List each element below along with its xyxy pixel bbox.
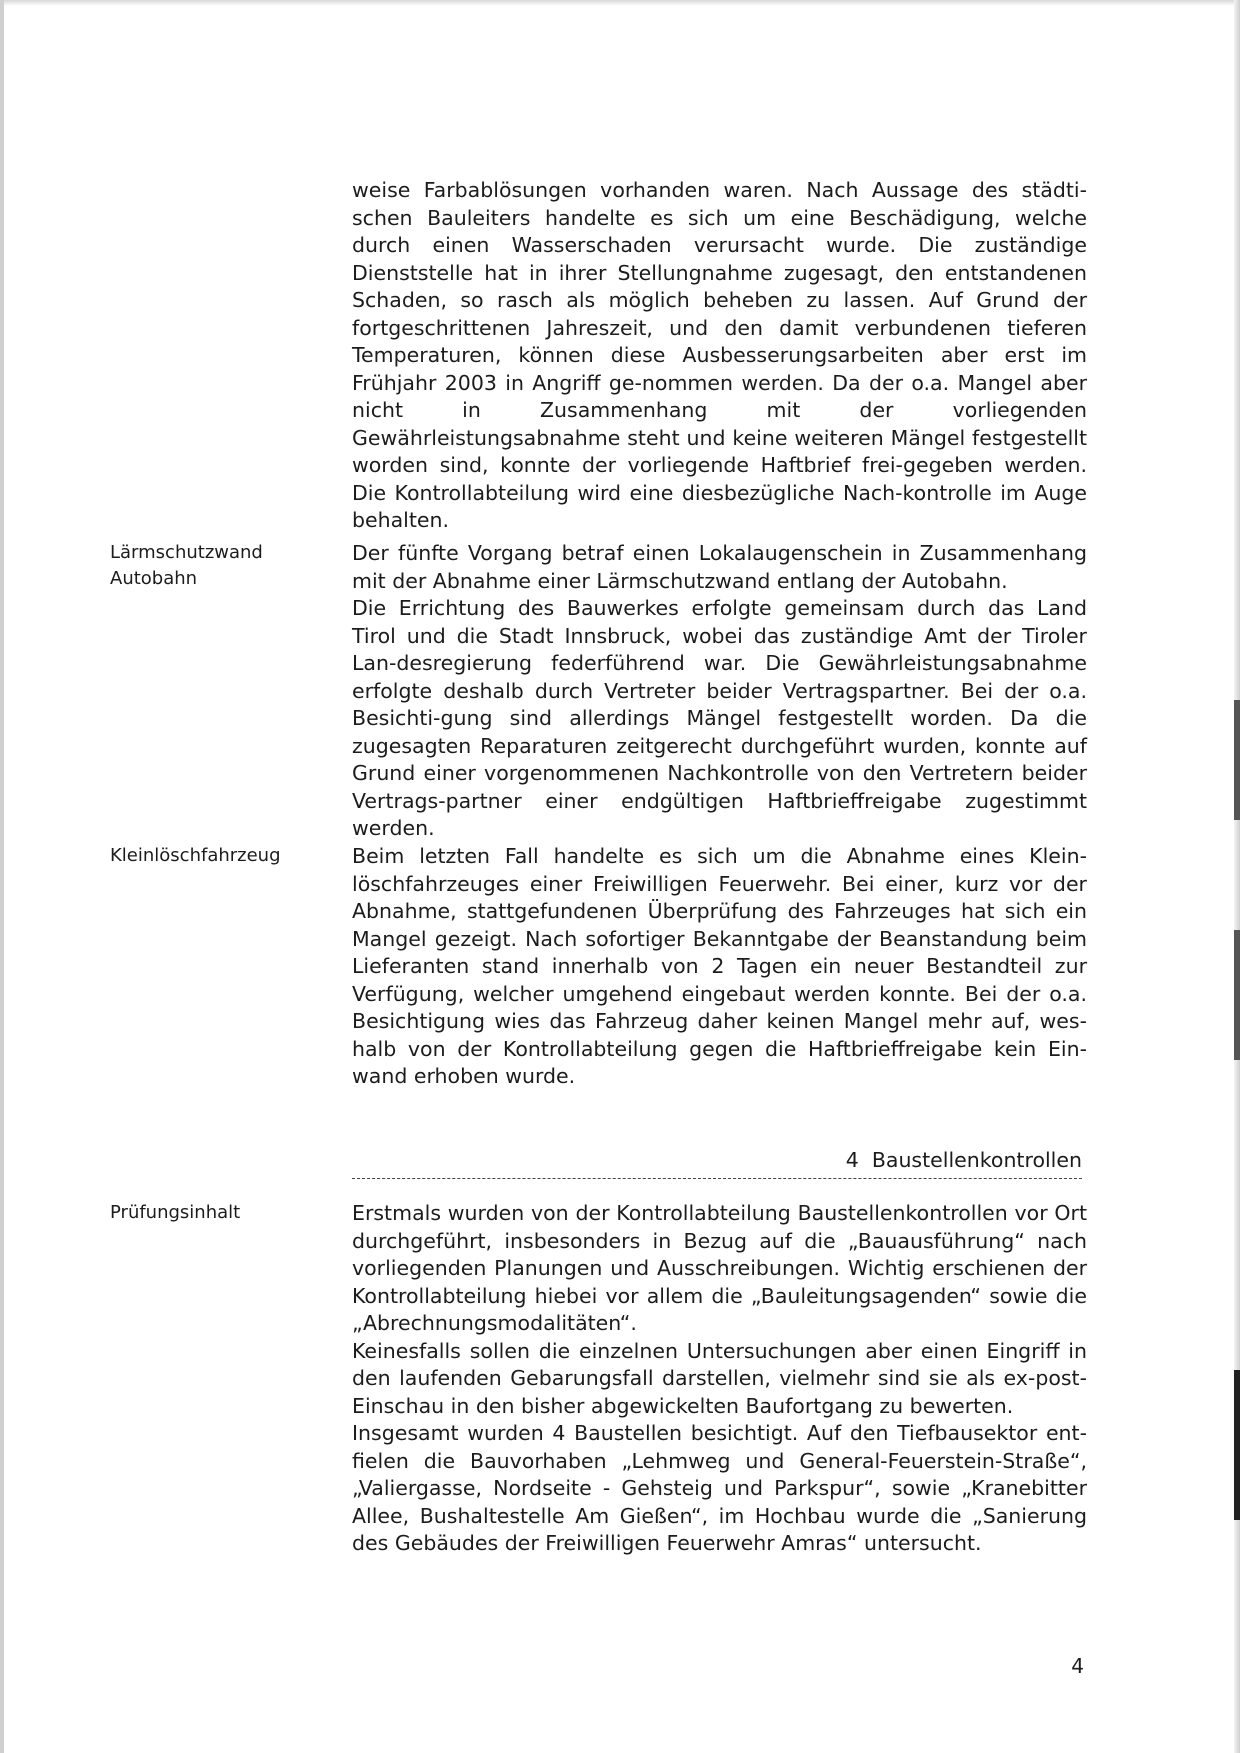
paragraph-laermschutzwand: [352, 540, 1087, 843]
section-title: Baustellenkontrollen: [871, 1148, 1082, 1172]
paragraph-pruefungsinhalt: [352, 1200, 1087, 1558]
paragraph-text: Der fünfte Vorgang betraf einen Lokalaugenschein in Zusammenhang mit der Abnahme einer Lärmschutzwand entlang der Autobahn.: [352, 541, 1087, 593]
margin-label-laermschutzwand: [110, 540, 330, 592]
paragraph-text: Die Errichtung des Bauwerkes erfolgte gemeinsam durch das Land Tirol und die Stadt Innsbruck, wobei das zuständige Amt der Tiroler Lan-desregierung federführend war. Die Gewährleistungsabnahme erfolgte deshalb durch Vertreter beider Vertragspartner. Bei der o.a. Besichti-gung sind allerdings Mängel festgestellt worden. Da die zugesagten Reparaturen zeitgerecht durchgeführt wurden, konnte auf Grund einer vorgenommenen Nachkontrolle von den Vertretern beider Vertrags-partner einer endgültigen Haftbrieffreigabe zugestimmt werden.: [352, 596, 1087, 840]
section-heading: [352, 1146, 1082, 1179]
margin-label-kleinloeschfahrzeug: Kleinlöschfahrzeug: [110, 845, 281, 866]
paragraph-kleinloeschfahrzeug: Beim letzten Fall handelte es sich um die Abnahme eines Klein-löschfahrzeuges einer Freiwilligen Feuerwehr. Bei einer, kurz vor der Abnahme, stattgefundenen Überprüfung des Fahrzeuges hat sich ein Mangel gezeigt. Nach sofortiger Bekanntgabe der Beanstandung beim Lieferanten stand innerhalb von 2 Tagen ein neuer Bestandteil zur Verfügung, welcher umgehend eingebaut werden konnte. Bei der o.a. Besichtigung wies das Fahrzeug daher keinen Mangel mehr auf, wes-halb von der Kontrollabteilung gegen die Haftbrieffreigabe kein Ein-wand erhoben wurde.: [352, 844, 1087, 1088]
paragraph-text: Keinesfalls sollen die einzelnen Untersuchungen aber einen Eingriff in den laufenden Gebarungsfall darstellen, vielmehr sind sie als ex-post-Einschau in den bisher abgewickelten Baufortgang zu bewerten.: [352, 1338, 1087, 1418]
paragraph-continuation: weise Farbablösungen vorhanden waren. Nach Aussage des städti-schen Bauleiters handelte es sich um eine Beschädigung, welche durch einen Wasserschaden verursacht wurde. Die zuständige Dienststelle hat in ihrer Stellungnahme zugesagt, den entstandenen Schaden, so rasch als möglich beheben zu lassen. Auf Grund der fortgeschrittenen Jahreszeit, und den damit verbundenen tieferen Temperaturen, können diese Ausbesserungsarbeiten aber erst im Frühjahr 2003 in Angriff ge-nommen werden. Da der o.a. Mangel aber nicht in Zusammenhang mit der vorliegenden Gewährleistungsabnahme steht und keine weiteren Mängel festgestellt worden sind, konnte der vorliegende Haftbrief frei-gegeben werden. Die Kontrollabteilung wird eine diesbezügliche Nach-kontrolle im Auge behalten.: [352, 178, 1087, 532]
margin-label-line: Lärmschutzwand: [110, 542, 263, 563]
margin-label-pruefungsinhalt: Prüfungsinhalt: [110, 1202, 241, 1223]
section-number: 4: [845, 1148, 859, 1172]
margin-label-line: Autobahn: [110, 568, 198, 589]
paragraph-text: Insgesamt wurden 4 Baustellen besichtigt. Auf den Tiefbausektor ent-fielen die Bauvorhaben „Lehmweg und General-Feuerstein-Straße“, „Valiergasse, Nordseite - Gehsteig und Parkspur“, sowie „Kranebitter Allee, Bushaltestelle Am Gießen“, im Hochbau wurde die „Sanierung des Gebäudes der Freiwilligen Feuerwehr Amras“ untersucht.: [352, 1421, 1087, 1555]
paragraph-text: Erstmals wurden von der Kontrollabteilung Baustellenkontrollen vor Ort durchgeführt, insbesonders in Bezug auf die „Bauausführung“ nach vorliegenden Planungen und Ausschreibungen. Wichtig erschienen der Kontrollabteilung hiebei vor allem die „Bauleitungsagenden“ sowie die „Abrechnungsmodalitäten“.: [352, 1201, 1087, 1335]
page-number: 4: [1071, 1654, 1084, 1678]
